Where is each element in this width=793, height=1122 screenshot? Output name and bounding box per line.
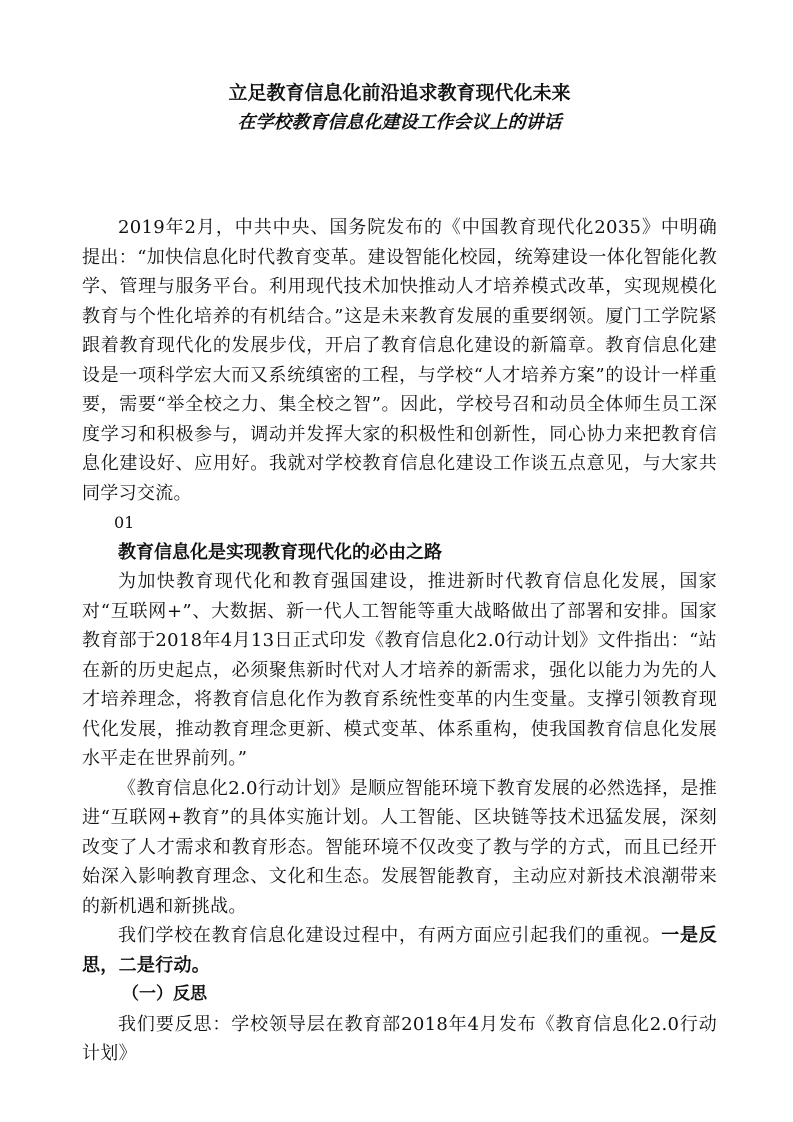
document-subtitle: 在学校教育信息化建设工作会议上的讲话 <box>237 112 562 133</box>
paragraph-two-aspects <box>82 921 717 980</box>
two-aspects-text: 我们学校在教育信息化建设过程中，有两方面应引起我们的重视。 <box>118 925 662 946</box>
section-heading: 教育信息化是实现教育现代化的必由之路 <box>118 541 442 563</box>
document-title: 立足教育信息化前沿追求教育现代化未来 <box>228 82 571 104</box>
subheading-reflection: （一）反思 <box>122 984 207 1004</box>
intro-paragraph: 2019年2月，中共中央、国务院发布的《中国教育现代化2035》中明确提出：“加快信息化时代教育变革。建设智能化校园，统筹建设一体化智能化教学、管理与服务平台。利用现代技术加快推动人才培养模式改革，实现规模化教育与个性化培养的有机结合。”这是未来教育发展的重要纲领。厦门工学院紧跟着教育现代化的发展步伐，开启了教育信息化建设的新篇章。教育信息化建设是一项科学宏大而又系统缜密的工程，与学校“人才培养方案”的设计一样重要，需要“举全校之力、集全校之智”。因此，学校号召和动员全体师生员工深度学习和积极参与，调动并发挥大家的积极性和创新性，同心协力来把教育信息化建设好、应用好。我就对学校教育信息化建设工作谈五点意见，与大家共同学习交流。 <box>82 217 717 504</box>
paragraph-reflection: 我们要反思：学校领导层在教育部2018年4月发布《教育信息化2.0行动计划》 <box>82 1013 717 1064</box>
paragraph-action-plan: 《教育信息化2.0行动计划》是顺应智能环境下教育发展的必然选择，是推进“互联网+教育”的具体实施计划。人工智能、区块链等技术迅猛发展，深刻改变了人才需求和教育形态。智能环境不仅改变了教与学的方式，而且已经开始深入影响教育理念、文化和生态。发展智能教育，主动应对新技术浪潮带来的新机遇和新挑战。 <box>82 777 717 917</box>
document-body <box>82 213 717 1069</box>
two-aspects-bold: 一是反思，二是行动。 <box>82 925 717 976</box>
paragraph-policy: 为加快教育现代化和教育强国建设，推进新时代教育信息化发展，国家对“互联网+”、大数据、新一代人工智能等重大战略做出了部署和安排。国家教育部于2018年4月13日正式印发《教育信息化2.0行动计划》文件指出：“站在新的历史起点，必须聚焦新时代对人才培养的新需求，强化以能力为先的人才培养理念，将教育信息化作为教育系统性变革的内生变量。支撑引领教育现代化发展，推动教育理念更新、模式变革、体系重构，使我国教育信息化发展水平走在世界前列。” <box>82 571 717 769</box>
section-number: 01 <box>114 513 135 532</box>
